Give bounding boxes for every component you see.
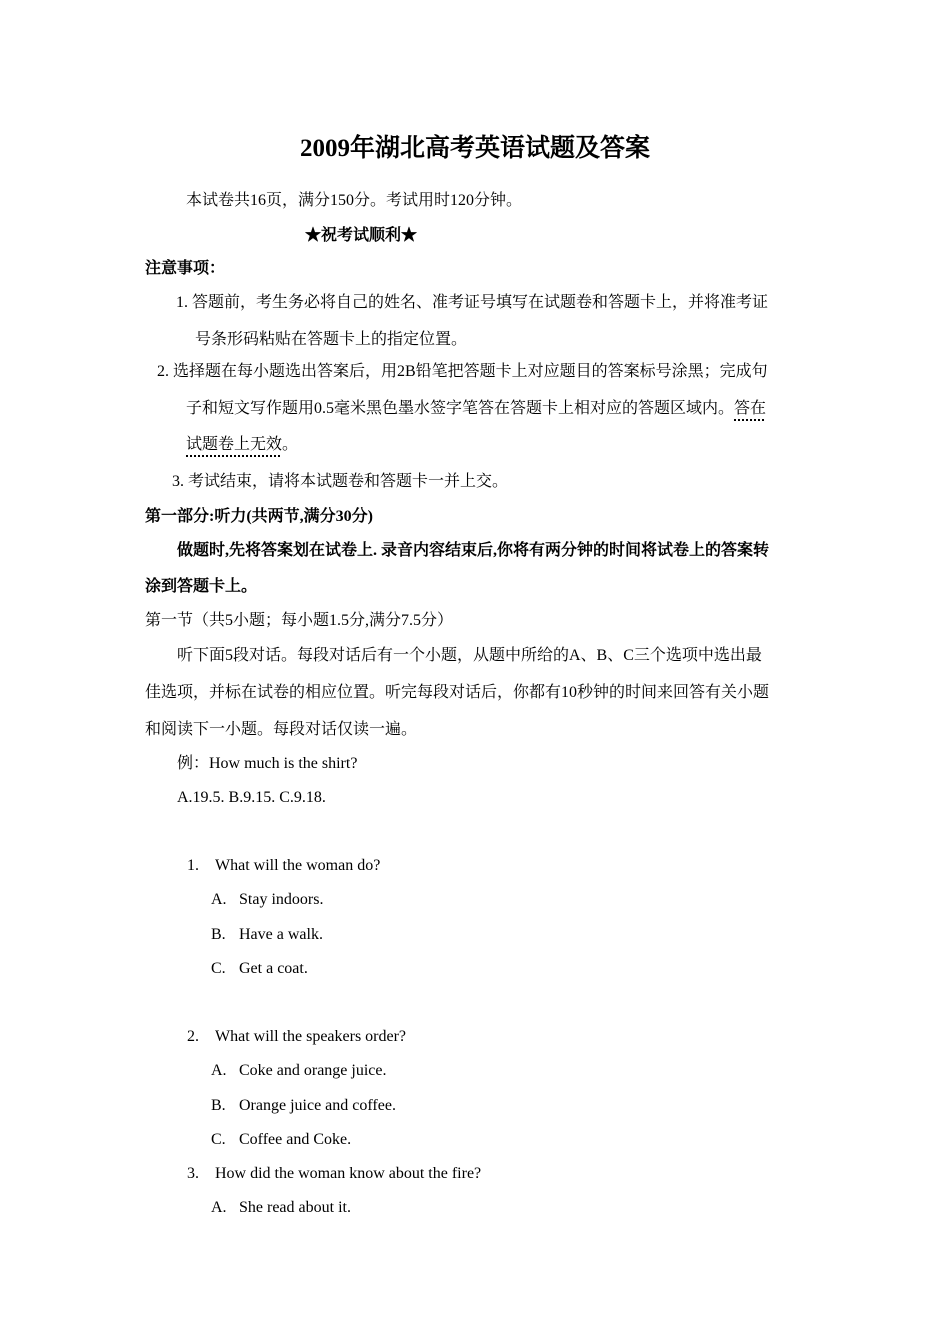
question-1-option-b [211,925,323,945]
note-2-line-1: 2. 选择题在每小题选出答案后，用2B铅笔把答题卡上对应题目的答案标号涂黑；完成句 [157,363,768,380]
note-1-line-2: 号条形码粘贴在答题卡上的指定位置。 [195,331,468,348]
part-1-instruction-line-1: 做题时,先将答案划在试卷上. 录音内容结束后,你将有两分钟的时间将试卷上的答案转 [177,542,770,559]
option-text: Have a walk. [239,926,323,943]
note-2-emphasis-start: 答在 [734,400,767,417]
question-number: 1. [187,857,199,874]
question-number: 3. [187,1165,199,1182]
option-letter: B. [211,926,226,943]
option-text: Coffee and Coke. [239,1131,352,1148]
question-1-option-a [211,890,323,910]
note-2-emphasis-end: 试题卷上无效 [186,436,283,453]
good-luck-line: ★祝考试顺利★ [305,227,418,244]
option-letter: B. [211,1097,226,1114]
part-1-instruction-line-2: 涂到答题卡上。 [145,578,258,595]
option-letter: C. [211,1131,226,1148]
note-2-line-3-end: 。 [282,436,299,453]
example-question: 例：How much is the shirt? [177,755,358,772]
question-text: How did the woman know about the fire? [215,1165,482,1182]
question-3 [187,1164,481,1184]
option-text: Stay indoors. [239,891,324,908]
note-2-line-2 [186,399,766,419]
option-text: She read about it. [239,1199,351,1216]
question-3-option-a [211,1198,351,1218]
option-letter: A. [211,891,227,908]
option-text: Coke and orange juice. [239,1062,387,1079]
exam-info: 本试卷共16页，满分150分。考试用时120分钟。 [186,192,523,209]
question-2 [187,1027,406,1047]
notes-heading: 注意事项： [145,260,226,277]
part-1-heading: 第一部分:听力(共两节,满分30分) [145,508,373,525]
question-2-option-a [211,1061,387,1081]
question-number: 2. [187,1028,199,1045]
note-2-line-3 [186,435,298,455]
note-1-line-1: 1. 答题前，考生务必将自己的姓名、准考证号填写在试题卷和答题卡上，并将准考证 [176,294,769,311]
question-text: What will the speakers order? [215,1028,407,1045]
directions-line-2: 佳选项，并标在试卷的相应位置。听完每段对话后，你都有10秒钟的时间来回答有关小题 [145,684,770,701]
note-2-line-2-text: 子和短文写作题用0.5毫米黑色墨水签字笔答在答题卡上相对应的答题区域内。 [186,400,735,417]
question-2-option-c [211,1130,351,1150]
option-letter: C. [211,960,226,977]
question-1 [187,856,380,876]
option-text: Get a coat. [239,960,308,977]
page-title: 2009年湖北高考英语试题及答案 [299,135,650,162]
directions-line-1: 听下面5段对话。每段对话后有一个小题，从题中所给的A、B、C三个选项中选出最 [177,647,762,664]
note-3: 3. 考试结束，请将本试题卷和答题卡一并上交。 [172,473,509,490]
section-1-heading: 第一节（共5小题；每小题1.5分,满分7.5分） [145,612,454,629]
question-1-option-c [211,959,308,979]
option-text: Orange juice and coffee. [239,1097,396,1114]
example-options: A.19.5. B.9.15. C.9.18. [177,789,326,806]
option-letter: A. [211,1199,227,1216]
option-letter: A. [211,1062,227,1079]
question-2-option-b [211,1096,396,1116]
question-text: What will the woman do? [215,857,381,874]
directions-line-3: 和阅读下一小题。每段对话仅读一遍。 [145,721,418,738]
